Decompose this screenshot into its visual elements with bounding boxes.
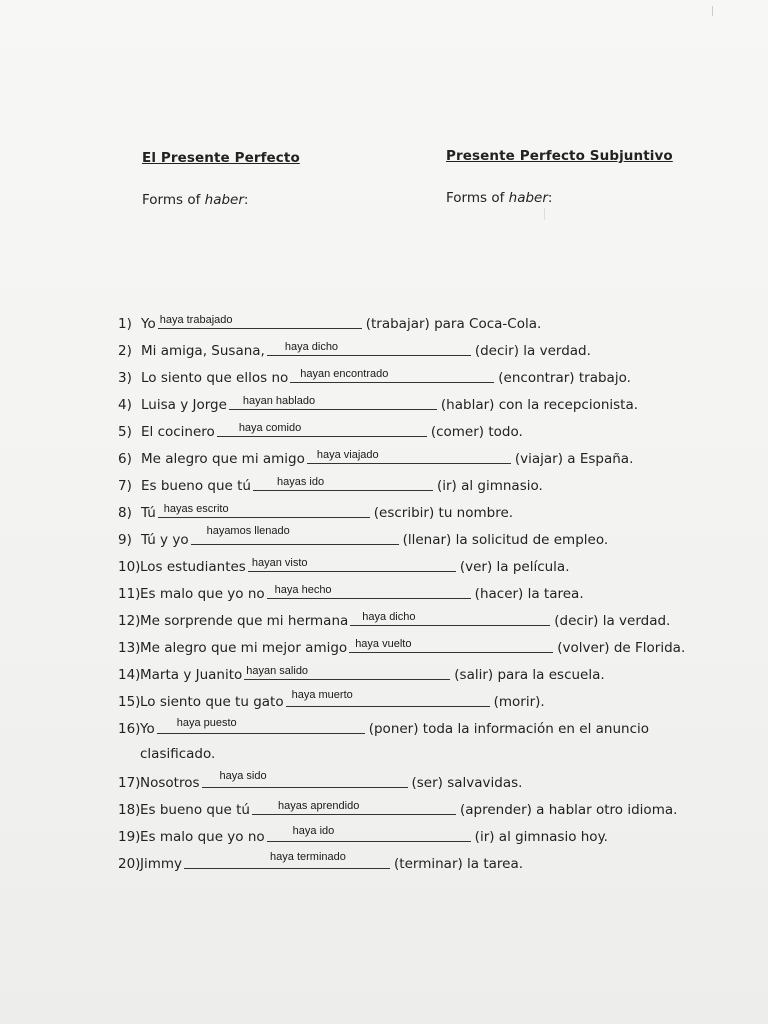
question-verb-hint: (ser) salvavidas. bbox=[411, 775, 523, 791]
question-verb-hint: (aprender) a hablar otro idioma. bbox=[459, 802, 678, 818]
answer-text: hayan encontrado bbox=[300, 368, 389, 380]
question-9 bbox=[118, 525, 609, 548]
answer-blank[interactable] bbox=[158, 312, 362, 329]
answer-blank[interactable] bbox=[217, 420, 427, 437]
question-13 bbox=[118, 636, 685, 656]
question-verb-hint: (escribir) tu nombre. bbox=[373, 505, 514, 521]
right-forms-label bbox=[446, 190, 552, 206]
answer-text: haya dicho bbox=[284, 341, 339, 353]
answer-text: haya viajado bbox=[316, 449, 379, 461]
answer-blank[interactable] bbox=[290, 366, 494, 383]
question-verb-hint: (morir). bbox=[493, 694, 545, 710]
question-10 bbox=[118, 555, 570, 575]
question-number: 20) bbox=[118, 856, 141, 872]
question-number: 5) bbox=[118, 424, 132, 440]
answer-blank[interactable] bbox=[244, 663, 450, 680]
answer-text: haya terminado bbox=[270, 851, 346, 863]
forms-prefix: Forms of bbox=[142, 192, 205, 208]
question-number: 4) bbox=[118, 397, 132, 413]
question-prompt: Me alegro que mi mejor amigo bbox=[140, 640, 348, 656]
question-verb-hint: (hacer) la tarea. bbox=[474, 586, 584, 602]
forms-prefix: Forms of bbox=[446, 190, 509, 206]
question-verb-hint: (salir) para la escuela. bbox=[454, 667, 605, 683]
question-prompt: Los estudiantes bbox=[140, 559, 246, 575]
question-3 bbox=[118, 366, 631, 386]
question-number: 10) bbox=[118, 559, 141, 575]
question-prompt: Luisa y Jorge bbox=[141, 397, 227, 413]
scan-mark bbox=[544, 208, 545, 220]
question-20 bbox=[118, 852, 523, 872]
question-number: 9) bbox=[118, 532, 132, 548]
answer-text: haya ido bbox=[292, 825, 335, 837]
question-number: 1) bbox=[118, 316, 132, 332]
question-prompt: Me alegro que mi amigo bbox=[141, 451, 305, 467]
question-prompt: Tú y yo bbox=[141, 532, 189, 548]
answer-blank[interactable] bbox=[202, 771, 408, 788]
question-prompt: Es bueno que tú bbox=[140, 802, 250, 818]
question-5 bbox=[118, 420, 523, 440]
question-12 bbox=[118, 609, 670, 629]
question-number: 11) bbox=[118, 586, 141, 602]
question-number: 16) bbox=[118, 721, 141, 737]
question-verb-hint: (poner) toda la información en el anuncio bbox=[368, 721, 649, 737]
answer-blank[interactable] bbox=[267, 339, 471, 356]
answer-text: haya trabajado bbox=[159, 314, 233, 326]
question-prompt: Jimmy bbox=[140, 856, 183, 872]
question-prompt: Es malo que yo no bbox=[140, 586, 265, 602]
answer-blank[interactable] bbox=[229, 393, 437, 410]
answer-blank[interactable] bbox=[307, 447, 511, 464]
answer-text: haya sido bbox=[219, 770, 267, 782]
answer-text: hayas ido bbox=[276, 476, 325, 488]
answer-blank[interactable] bbox=[286, 690, 490, 707]
question-verb-hint: (terminar) la tarea. bbox=[394, 856, 524, 872]
answer-text: haya puesto bbox=[176, 717, 237, 729]
question-verb-hint: (hablar) con la recepcionista. bbox=[440, 397, 639, 413]
question-prompt: El cocinero bbox=[141, 424, 215, 440]
question-verb-hint: (decir) la verdad. bbox=[474, 343, 591, 359]
question-16 bbox=[118, 717, 649, 737]
answer-blank[interactable] bbox=[158, 501, 370, 518]
question-number: 15) bbox=[118, 694, 141, 710]
question-verb-hint: (llenar) la solicitud de empleo. bbox=[402, 532, 609, 548]
answer-blank[interactable] bbox=[248, 555, 456, 572]
question-15 bbox=[118, 690, 545, 710]
answer-blank[interactable] bbox=[252, 798, 456, 815]
question-number: 18) bbox=[118, 802, 141, 818]
question-prompt: Es bueno que tú bbox=[141, 478, 251, 494]
question-number: 3) bbox=[118, 370, 132, 386]
forms-word: haber bbox=[508, 190, 548, 206]
question-number: 2) bbox=[118, 343, 132, 359]
question-verb-hint: (decir) la verdad. bbox=[554, 613, 671, 629]
question-number: 6) bbox=[118, 451, 132, 467]
question-prompt: Tú bbox=[141, 505, 156, 521]
answer-text: hayas escrito bbox=[163, 503, 229, 515]
left-forms-label bbox=[142, 192, 248, 208]
answer-text: hayamos llenado bbox=[206, 525, 290, 537]
forms-word: haber bbox=[204, 192, 244, 208]
question-verb-hint: (ver) la película. bbox=[459, 559, 570, 575]
answer-blank[interactable] bbox=[350, 609, 550, 626]
question-prompt: Es malo que yo no bbox=[140, 829, 265, 845]
answer-text: haya vuelto bbox=[355, 638, 412, 650]
question-verb-hint: (ir) al gimnasio. bbox=[436, 478, 543, 494]
answer-blank[interactable] bbox=[267, 825, 471, 842]
answer-text: haya muerto bbox=[291, 689, 353, 701]
answer-blank[interactable] bbox=[267, 582, 471, 599]
forms-suffix: : bbox=[547, 190, 553, 206]
answer-text: haya dicho bbox=[362, 611, 416, 623]
question-11 bbox=[118, 582, 584, 602]
answer-text: haya comido bbox=[238, 422, 302, 434]
question-prompt: Lo siento que ellos no bbox=[141, 370, 289, 386]
question-verb-hint: (encontrar) trabajo. bbox=[498, 370, 631, 386]
question-18 bbox=[118, 798, 677, 818]
answer-blank[interactable] bbox=[191, 525, 399, 545]
answer-text: hayan hablado bbox=[242, 395, 316, 407]
question-number: 14) bbox=[118, 667, 141, 683]
question-7 bbox=[118, 474, 543, 494]
question-verb-hint: (ir) al gimnasio hoy. bbox=[474, 829, 608, 845]
question-number: 7) bbox=[118, 478, 132, 494]
question-6 bbox=[118, 447, 633, 467]
answer-text: hayan salido bbox=[246, 665, 309, 677]
question-prompt: Yo bbox=[141, 316, 156, 332]
question-prompt: Lo siento que tu gato bbox=[140, 694, 284, 710]
question-prompt: Nosotros bbox=[140, 775, 200, 791]
question-19 bbox=[118, 825, 608, 845]
question-number: 17) bbox=[118, 775, 141, 791]
question-number: 12) bbox=[118, 613, 141, 629]
question-16-continuation: clasificado. bbox=[140, 746, 216, 762]
question-14 bbox=[118, 663, 605, 683]
question-number: 8) bbox=[118, 505, 132, 521]
forms-suffix: : bbox=[243, 192, 249, 208]
question-verb-hint: (volver) de Florida. bbox=[557, 640, 686, 656]
answer-text: hayas aprendido bbox=[277, 800, 360, 812]
scan-mark bbox=[712, 6, 713, 16]
question-1 bbox=[118, 312, 541, 332]
answer-blank[interactable] bbox=[157, 717, 365, 734]
question-4 bbox=[118, 393, 638, 413]
question-2 bbox=[118, 339, 591, 359]
question-prompt: Mi amiga, Susana, bbox=[141, 343, 265, 359]
question-number: 13) bbox=[118, 640, 141, 656]
question-8 bbox=[118, 501, 513, 521]
question-verb-hint: (viajar) a España. bbox=[514, 451, 634, 467]
answer-blank[interactable] bbox=[253, 474, 433, 491]
question-prompt: Me sorprende que mi hermana bbox=[140, 613, 349, 629]
answer-text: haya hecho bbox=[274, 584, 332, 596]
question-prompt: Marta y Juanito bbox=[140, 667, 243, 683]
question-number: 19) bbox=[118, 829, 141, 845]
answer-text: hayan visto bbox=[251, 557, 308, 569]
left-heading: El Presente Perfecto bbox=[142, 150, 300, 166]
question-verb-hint: (comer) todo. bbox=[430, 424, 523, 440]
answer-blank[interactable] bbox=[184, 852, 390, 869]
answer-blank[interactable] bbox=[349, 636, 553, 653]
question-verb-hint: (trabajar) para Coca-Cola. bbox=[365, 316, 542, 332]
question-17 bbox=[118, 771, 522, 791]
right-heading: Presente Perfecto Subjuntivo bbox=[446, 148, 673, 164]
question-prompt: Yo bbox=[140, 721, 155, 737]
